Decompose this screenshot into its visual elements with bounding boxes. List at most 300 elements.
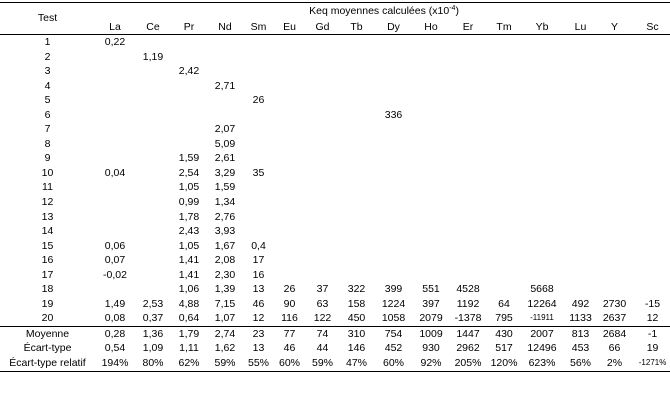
table-cell [520, 93, 564, 108]
table-cell: 0,99 [178, 196, 200, 209]
table-cell: 551 [422, 283, 440, 296]
table-cell [340, 166, 373, 181]
table-cell [243, 195, 274, 210]
table-cell [340, 151, 373, 166]
table-cell [274, 108, 305, 123]
table-cell: 2637 [597, 311, 632, 326]
table-cell [448, 224, 488, 239]
table-cell [564, 64, 597, 79]
table-cell [135, 253, 171, 268]
test-number: 3 [44, 65, 51, 78]
table-cell [448, 151, 488, 166]
stat-cell: 1,09 [142, 342, 164, 355]
stat-cell: 80% [135, 356, 171, 371]
table-cell [564, 137, 597, 152]
stat-cell: 74 [305, 326, 340, 341]
table-cell [488, 108, 520, 123]
table-cell: 322 [347, 283, 366, 296]
table-cell [135, 137, 171, 152]
table-cell: -1378 [448, 311, 488, 326]
table-cell [274, 166, 305, 181]
table-cell: 1,07 [207, 311, 243, 326]
test-number: 4 [44, 79, 51, 92]
stat-cell: 930 [422, 342, 440, 355]
table-cell [414, 122, 448, 137]
table-cell [564, 93, 597, 108]
table-cell: 64 [498, 297, 510, 310]
table-cell [340, 137, 373, 152]
table-cell [414, 195, 448, 210]
table-row [0, 297, 670, 312]
table-cell [135, 239, 171, 254]
table-cell [488, 210, 520, 225]
table-cell [274, 253, 305, 268]
test-header-label: Test [37, 12, 58, 24]
table-cell [520, 253, 564, 268]
table-cell [632, 108, 670, 123]
table-cell [597, 93, 632, 108]
stat-label: Écart-type relatif [0, 356, 95, 371]
table-cell: 2,54 [178, 166, 200, 179]
table-cell: 450 [340, 311, 373, 326]
table-cell [597, 50, 632, 65]
table-cell: 158 [347, 297, 366, 310]
stat-row [0, 326, 670, 341]
table-cell [597, 166, 632, 181]
table-cell [520, 108, 564, 123]
table-cell [448, 122, 488, 137]
table-cell: 0,22 [104, 36, 126, 48]
stat-cell: 0,54 [104, 342, 126, 355]
table-cell [448, 64, 488, 79]
stat-cell: 205% [448, 356, 488, 371]
table-cell [414, 108, 448, 123]
table-cell: 1,78 [178, 210, 200, 223]
table-cell [597, 253, 632, 268]
table-cell [305, 108, 340, 123]
group-title-suffix: ) [455, 5, 459, 17]
table-cell: 116 [274, 311, 305, 326]
table-cell [448, 210, 488, 225]
table-cell: 399 [384, 283, 403, 296]
table-cell: 1,41 [178, 254, 200, 267]
table-cell [373, 253, 414, 268]
table-cell [597, 108, 632, 123]
table-cell [243, 64, 274, 79]
table-cell: 2,53 [142, 297, 164, 310]
table-cell [632, 93, 670, 108]
element-header-yb: Yb [520, 20, 564, 35]
table-cell [340, 35, 373, 50]
table-cell [632, 180, 670, 195]
stat-label: Écart-type [23, 342, 72, 355]
table-cell [414, 64, 448, 79]
stat-cell: -1271% [632, 356, 670, 371]
table-cell [243, 180, 274, 195]
table-cell [373, 180, 414, 195]
table-cell [340, 122, 373, 137]
stat-cell: 1,36 [135, 326, 171, 341]
stat-cell: 66 [608, 342, 621, 355]
element-header-row [0, 20, 670, 35]
test-number: 10 [41, 166, 54, 179]
table-cell: 7,15 [214, 297, 236, 310]
table-cell [564, 239, 597, 254]
table-cell [95, 79, 135, 94]
element-header-y: Y [597, 20, 632, 35]
stat-cell: 23 [243, 326, 274, 341]
table-cell [274, 50, 305, 65]
table-cell: 17 [252, 254, 265, 267]
element-header-ce: Ce [135, 20, 171, 35]
table-cell [135, 195, 171, 210]
table-cell [274, 224, 305, 239]
table-cell [274, 64, 305, 79]
table-cell [488, 122, 520, 137]
table-cell [414, 35, 448, 50]
table-row [0, 268, 670, 283]
table-cell [305, 268, 340, 283]
table-cell: 0,08 [95, 311, 135, 326]
table-cell: 2,30 [214, 268, 236, 281]
table-cell [632, 282, 670, 297]
element-header-gd: Gd [305, 20, 340, 35]
test-number: 14 [41, 225, 54, 238]
table-cell [135, 151, 171, 166]
table-cell [243, 108, 274, 123]
table-cell [488, 224, 520, 239]
table-cell [632, 35, 670, 50]
table-cell [135, 79, 171, 94]
table-cell: 3,93 [214, 225, 236, 238]
table-cell [520, 180, 564, 195]
table-cell [597, 180, 632, 195]
table-cell [448, 93, 488, 108]
table-cell: 1,59 [214, 181, 236, 194]
stat-cell: 453 [571, 342, 590, 355]
table-cell: 0,64 [171, 311, 207, 326]
table-cell: 4,88 [178, 297, 200, 310]
test-number: 2 [44, 50, 51, 63]
stat-cell: 2962 [456, 342, 480, 355]
table-cell [135, 224, 171, 239]
table-cell [305, 35, 340, 50]
title-row [0, 3, 670, 21]
table-cell: 1224 [381, 297, 406, 310]
element-header-eu: Eu [274, 20, 305, 35]
table-cell [632, 210, 670, 225]
test-number: 7 [44, 123, 51, 136]
test-number: 18 [41, 283, 54, 296]
table-cell [207, 50, 243, 65]
table-cell [95, 210, 135, 225]
table-cell [373, 35, 414, 50]
table-cell: 2,61 [214, 152, 236, 165]
stat-cell: 452 [384, 342, 403, 355]
table-cell [207, 64, 243, 79]
table-cell [597, 151, 632, 166]
table-cell [414, 79, 448, 94]
table-cell [414, 180, 448, 195]
table-cell [340, 210, 373, 225]
table-cell [414, 210, 448, 225]
table-row [0, 122, 670, 137]
table-row [0, 253, 670, 268]
test-number: 9 [44, 152, 51, 165]
stat-cell: 2% [597, 356, 632, 371]
table-cell: -11911 [520, 311, 564, 326]
table-cell [95, 151, 135, 166]
table-cell [488, 195, 520, 210]
element-header-tb: Tb [340, 20, 373, 35]
table-cell: 2,71 [214, 79, 236, 92]
table-cell [171, 35, 207, 50]
element-header-sm: Sm [243, 20, 274, 35]
table-cell [274, 137, 305, 152]
table-cell [243, 210, 274, 225]
table-cell [207, 108, 243, 123]
table-cell [135, 93, 171, 108]
stat-cell: 623% [520, 356, 564, 371]
table-cell [597, 195, 632, 210]
table-cell: 1,41 [178, 268, 200, 281]
table-row [0, 64, 670, 79]
table-cell: 0,04 [104, 166, 126, 179]
test-number: 19 [41, 297, 54, 310]
table-cell [373, 166, 414, 181]
table-cell [488, 282, 520, 297]
table-cell [520, 79, 564, 94]
table-cell [564, 151, 597, 166]
table-cell [305, 166, 340, 181]
table-cell [243, 151, 274, 166]
table-cell [95, 93, 135, 108]
table-cell: 12 [632, 311, 670, 326]
table-cell [448, 166, 488, 181]
stat-cell: 1447 [448, 326, 488, 341]
table-cell [373, 268, 414, 283]
table-row [0, 239, 670, 254]
table-cell [135, 268, 171, 283]
table-cell [564, 180, 597, 195]
table-cell [414, 151, 448, 166]
element-header-nd: Nd [207, 20, 243, 35]
table-cell [632, 224, 670, 239]
stat-cell: 60% [274, 356, 305, 371]
table-cell [520, 137, 564, 152]
table-cell [274, 268, 305, 283]
table-cell [135, 166, 171, 181]
test-number: 20 [0, 311, 95, 326]
table-cell: 3,29 [214, 166, 236, 179]
table-cell [373, 151, 414, 166]
table-cell [632, 166, 670, 181]
table-cell [373, 122, 414, 137]
test-number: 6 [44, 108, 51, 121]
table-cell [373, 224, 414, 239]
table-cell [340, 79, 373, 94]
table-cell [632, 64, 670, 79]
stat-cell: 517 [495, 342, 513, 355]
test-number: 15 [41, 239, 54, 252]
table-cell [564, 282, 597, 297]
table-row [0, 180, 670, 195]
stat-cell: 1009 [414, 326, 448, 341]
table-cell [414, 50, 448, 65]
table-cell [632, 137, 670, 152]
stat-cell: 194% [95, 356, 135, 371]
element-header-tm: Tm [488, 20, 520, 35]
table-cell [135, 122, 171, 137]
table-cell [95, 195, 135, 210]
table-cell: 2079 [414, 311, 448, 326]
table-cell [597, 239, 632, 254]
table-cell: 336 [384, 108, 403, 121]
table-row [0, 35, 670, 50]
table-cell [373, 210, 414, 225]
table-cell [564, 50, 597, 65]
table-cell: 2,42 [178, 65, 200, 78]
table-cell: 13 [252, 283, 265, 296]
table-row [0, 50, 670, 65]
stat-cell: 0,28 [95, 326, 135, 341]
table-cell: 26 [252, 94, 265, 107]
stat-cell: 1,11 [179, 342, 199, 355]
table-cell [171, 93, 207, 108]
table-cell [597, 224, 632, 239]
table-cell [340, 50, 373, 65]
table-cell [448, 253, 488, 268]
table-cell [373, 195, 414, 210]
table-cell [488, 93, 520, 108]
table-cell [340, 253, 373, 268]
table-cell: 12264 [527, 297, 557, 310]
table-cell [564, 122, 597, 137]
stat-cell: 59% [305, 356, 340, 371]
test-number: 5 [44, 94, 51, 107]
table-cell [373, 93, 414, 108]
test-column-header [0, 3, 95, 35]
table-cell [632, 195, 670, 210]
table-cell: -0,02 [103, 268, 127, 281]
group-title-prefix: Keq moyennes calculées (x10 [309, 5, 450, 17]
table-cell [564, 79, 597, 94]
table-cell [274, 151, 305, 166]
table-cell: 5,09 [214, 137, 236, 150]
table-cell [305, 122, 340, 137]
element-header-dy: Dy [373, 20, 414, 35]
table-cell [448, 239, 488, 254]
table-cell: 1,67 [214, 239, 236, 252]
table-cell [597, 122, 632, 137]
table-cell [597, 35, 632, 50]
stat-cell: 310 [340, 326, 373, 341]
table-cell [274, 210, 305, 225]
table-cell: 1058 [373, 311, 414, 326]
stat-row [0, 341, 670, 356]
table-cell [448, 50, 488, 65]
stat-cell: 120% [488, 356, 520, 371]
table-cell [448, 137, 488, 152]
table-cell [597, 79, 632, 94]
table-cell [632, 50, 670, 65]
table-cell: 16 [252, 268, 265, 281]
table-cell [564, 224, 597, 239]
test-number: 12 [41, 196, 54, 209]
stat-cell: 813 [564, 326, 597, 341]
table-cell [373, 64, 414, 79]
table-cell [95, 224, 135, 239]
table-row [0, 311, 670, 326]
table-cell [340, 195, 373, 210]
table-cell [448, 108, 488, 123]
table-cell [135, 282, 171, 297]
table-cell [597, 64, 632, 79]
stat-cell: 1,62 [214, 342, 236, 355]
table-cell [305, 239, 340, 254]
table-cell: 63 [316, 297, 329, 310]
table-cell [135, 210, 171, 225]
table-row [0, 282, 670, 297]
table-cell: 12 [243, 311, 274, 326]
table-cell [414, 166, 448, 181]
table-cell [274, 180, 305, 195]
table-cell: 2,43 [178, 225, 200, 238]
table-cell [632, 268, 670, 283]
table-cell [135, 64, 171, 79]
table-cell: 1133 [564, 311, 597, 326]
table-cell [520, 35, 564, 50]
table-cell: 2,07 [214, 123, 236, 136]
table-cell [488, 268, 520, 283]
table-cell [520, 210, 564, 225]
table-cell [414, 224, 448, 239]
table-cell [243, 79, 274, 94]
element-header-ho: Ho [414, 20, 448, 35]
element-header-er: Er [448, 20, 488, 35]
table-cell [171, 50, 207, 65]
table-cell [135, 180, 171, 195]
table-cell [95, 64, 135, 79]
table-row [0, 210, 670, 225]
table-cell [95, 282, 135, 297]
stat-cell: 754 [373, 326, 414, 341]
table-cell [340, 64, 373, 79]
table-cell [373, 79, 414, 94]
table-cell [171, 79, 207, 94]
element-header-sc: Sc [632, 20, 670, 35]
stat-cell: 55% [243, 356, 274, 371]
test-number: 11 [42, 181, 53, 194]
stat-cell: 2684 [597, 326, 632, 341]
table-cell [632, 79, 670, 94]
table-row [0, 79, 670, 94]
stat-cell: 62% [171, 356, 207, 371]
stat-cell: 2,74 [207, 326, 243, 341]
table-cell [95, 137, 135, 152]
table-cell [243, 224, 274, 239]
table-cell [632, 151, 670, 166]
table-cell [520, 268, 564, 283]
table-cell [305, 137, 340, 152]
table-cell [564, 108, 597, 123]
table-cell: 0,4 [251, 239, 266, 252]
table-cell: 35 [252, 166, 265, 179]
stat-cell: 13 [252, 342, 265, 355]
table-cell [305, 50, 340, 65]
table-cell [340, 239, 373, 254]
table-cell [520, 151, 564, 166]
